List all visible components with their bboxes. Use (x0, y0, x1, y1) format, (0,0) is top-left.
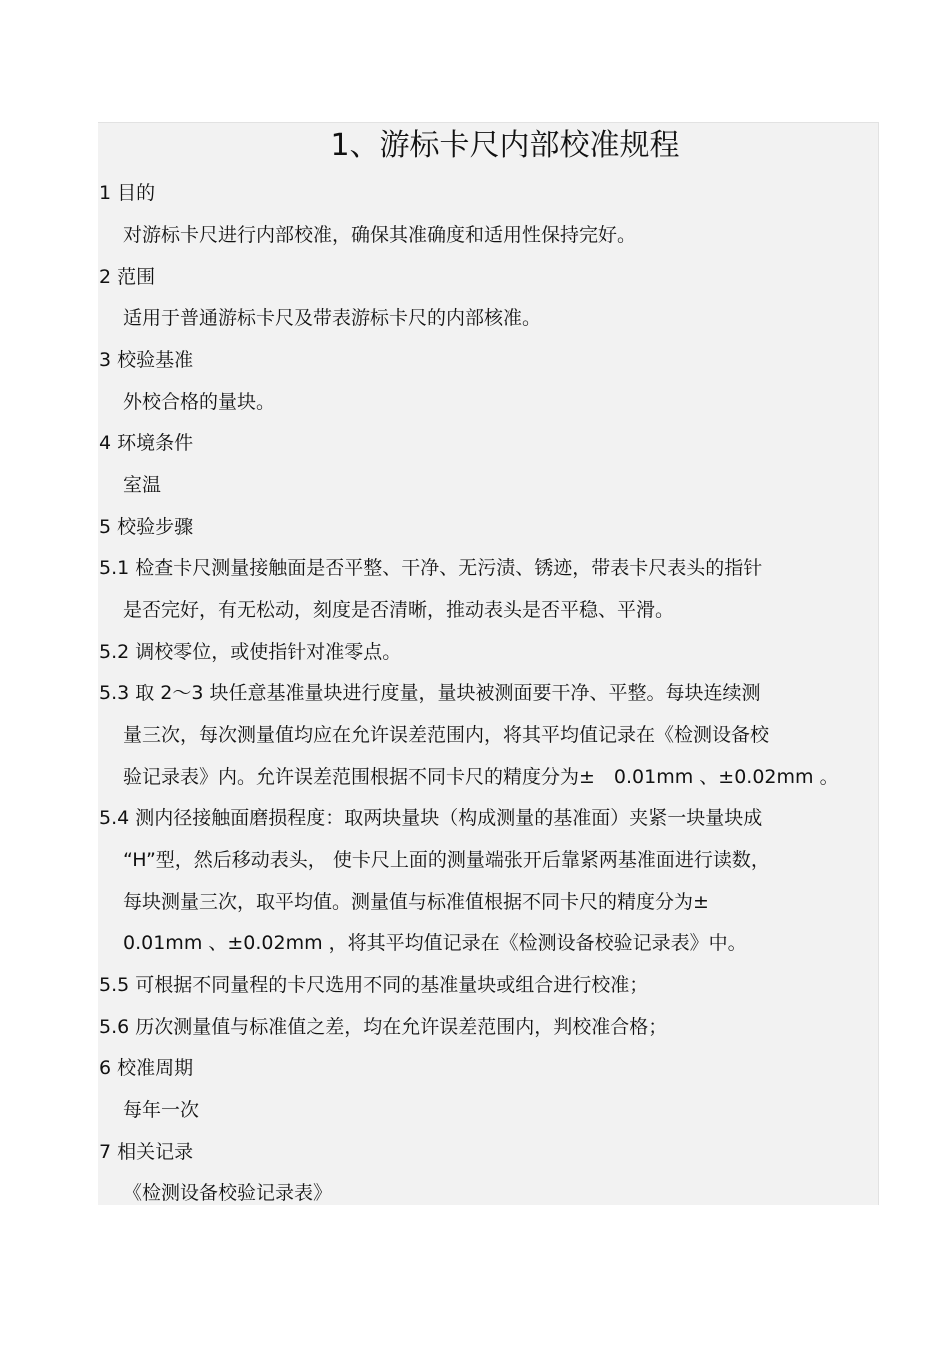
step-5-6: 5.6 历次测量值与标准值之差，均在允许误差范围内，判校准合格； (99, 1016, 668, 1038)
paragraph-purpose: 对游标卡尺进行内部校准，确保其准确度和适用性保持完好。 (123, 224, 637, 246)
section-heading-cycle: 6 校准周期 (99, 1057, 194, 1079)
step-5-2: 5.2 调校零位，或使指针对准零点。 (99, 641, 402, 663)
step-5-4-continued-3: 0.01mm 、±0.02mm ，将其平均值记录在《检测设备校验记录表》中。 (123, 932, 747, 954)
paragraph-reference: 外校合格的量块。 (123, 391, 276, 413)
paragraph-scope: 适用于普通游标卡尺及带表游标卡尺的内部核准。 (123, 307, 542, 329)
step-5-4-continued-1: “H”型，然后移动表头， 使卡尺上面的测量端张开后靠紧两基准面进行读数， (123, 849, 770, 871)
step-5-4: 5.4 测内径接触面磨损程度：取两块量块（构成测量的基准面）夹紧一块量块成 (99, 807, 763, 829)
step-5-5: 5.5 可根据不同量程的卡尺选用不同的基准量块或组合进行校准； (99, 974, 649, 996)
step-5-1: 5.1 检查卡尺测量接触面是否平整、干净、无污渍、锈迹，带表卡尺表头的指针 (99, 557, 763, 579)
paragraph-cycle: 每年一次 (123, 1099, 200, 1121)
step-5-1-continued: 是否完好，有无松动，刻度是否清晰，推动表头是否平稳、平滑。 (123, 599, 675, 621)
paragraph-environment: 室温 (123, 474, 162, 496)
section-heading-purpose: 1 目的 (99, 182, 156, 204)
step-5-3-continued-1: 量三次，每次测量值均应在允许误差范围内，将其平均值记录在《检测设备校 (123, 724, 770, 746)
section-heading-steps: 5 校验步骤 (99, 516, 194, 538)
page-title: 1、游标卡尺内部校准规程 (330, 128, 680, 163)
section-heading-environment: 4 环境条件 (99, 432, 194, 454)
section-heading-scope: 2 范围 (99, 266, 156, 288)
step-5-4-continued-2: 每块测量三次，取平均值。测量值与标准值根据不同卡尺的精度分为± (123, 891, 709, 913)
step-5-3: 5.3 取 2～3 块任意基准量块进行度量，量块被测面要干净、平整。每块连续测 (99, 682, 761, 704)
section-heading-reference: 3 校验基准 (99, 349, 194, 371)
step-5-3-continued-2: 验记录表》内。允许误差范围根据不同卡尺的精度分为± 0.01mm 、±0.02mm 。 (123, 766, 839, 788)
section-heading-records: 7 相关记录 (99, 1141, 194, 1163)
paragraph-records: 《检测设备校验记录表》 (123, 1182, 333, 1204)
